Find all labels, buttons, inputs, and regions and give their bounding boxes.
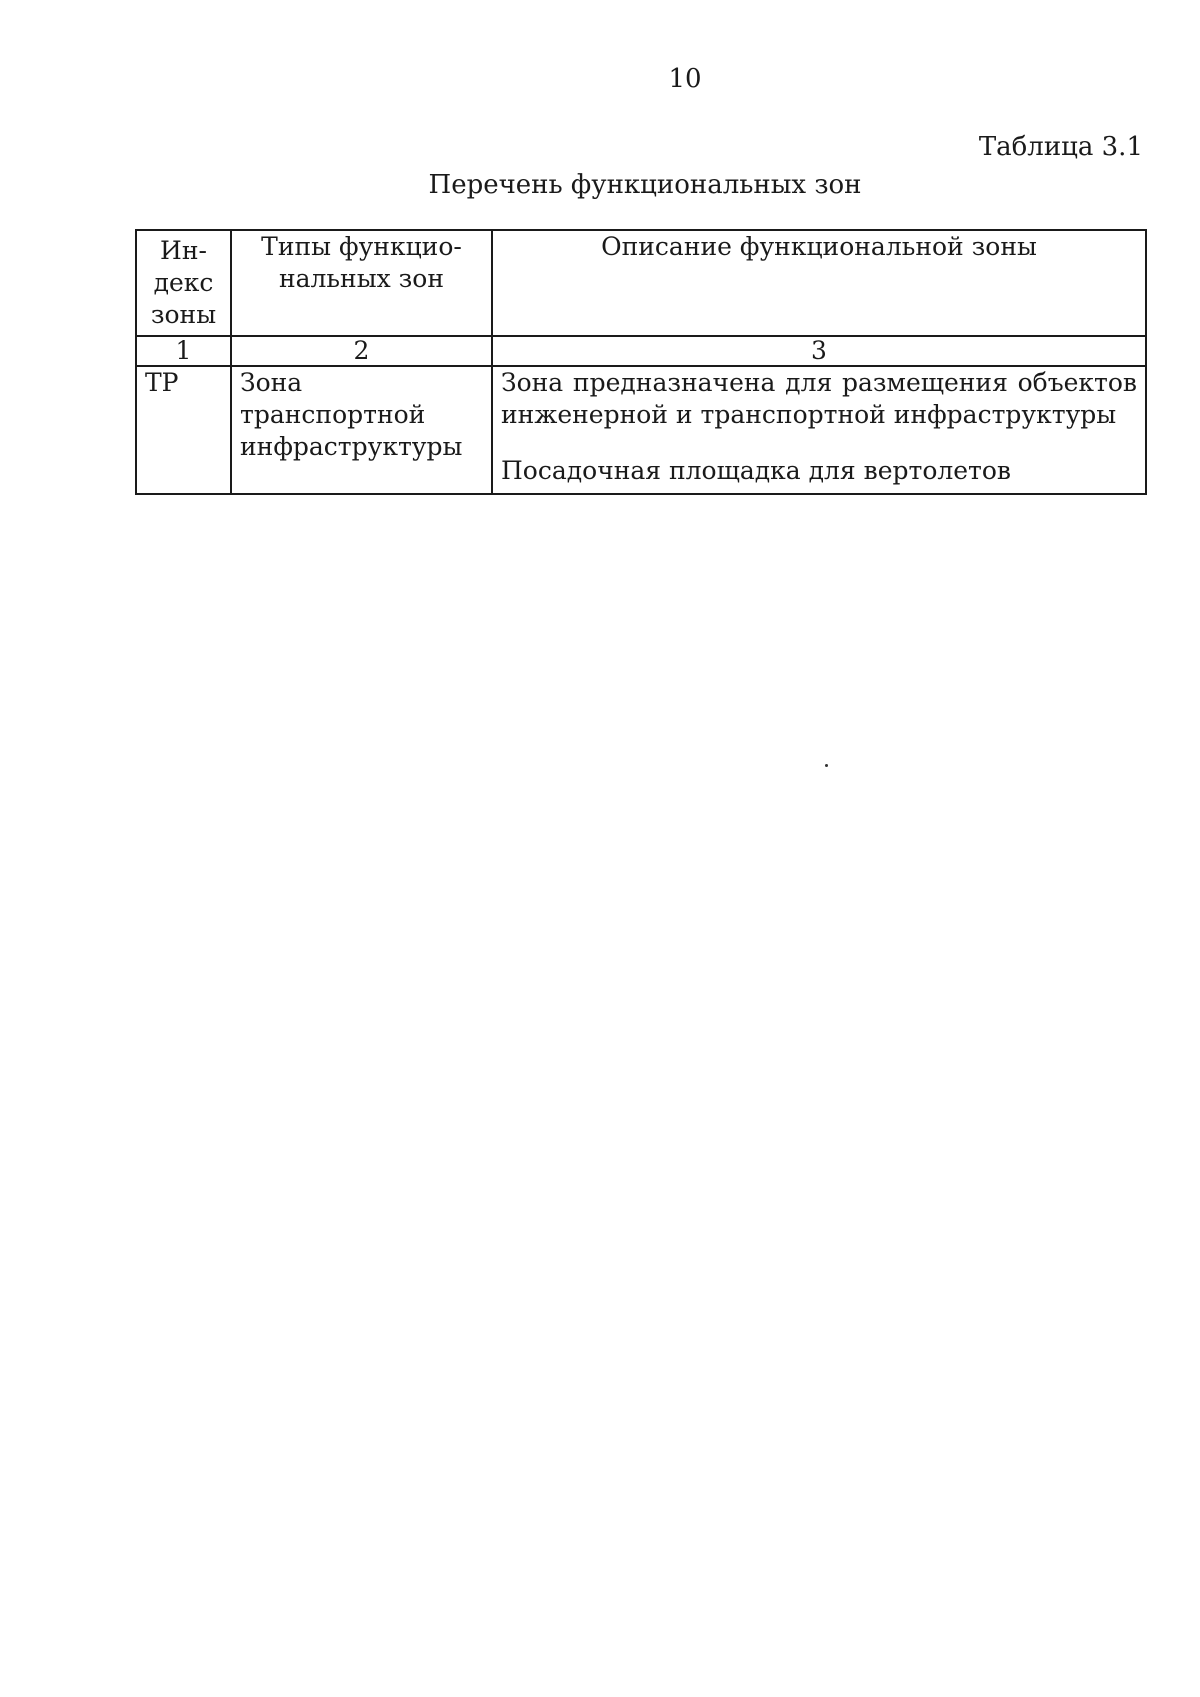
zone-type: Зона транспортной инфраструктуры [231, 366, 492, 494]
zone-description-cell [492, 366, 1146, 494]
scan-speck [825, 764, 828, 767]
table-header-row [136, 230, 1146, 336]
zone-index: ТР [136, 366, 231, 494]
header-type: Типы функцио- нальных зон [231, 230, 492, 336]
zones-table [135, 229, 1147, 495]
table-title: Перечень функциональных зон [428, 170, 862, 200]
header-index: Ин- декс зоны [136, 230, 231, 336]
header-description: Описание функциональной зоны [492, 230, 1146, 336]
table-label: Таблица 3.1 [978, 132, 1143, 162]
column-number-3: 3 [492, 336, 1146, 366]
zone-note: Посадочная площадка для вертолетов [501, 456, 1012, 485]
column-number-1: 1 [136, 336, 231, 366]
zone-description: Зона предназначена для размещения объектов инженерной и транспортной инфраструктуры [501, 368, 1137, 429]
column-number-row [136, 336, 1146, 366]
page-number: 10 [668, 64, 702, 94]
table-row [136, 366, 1146, 494]
column-number-2: 2 [231, 336, 492, 366]
